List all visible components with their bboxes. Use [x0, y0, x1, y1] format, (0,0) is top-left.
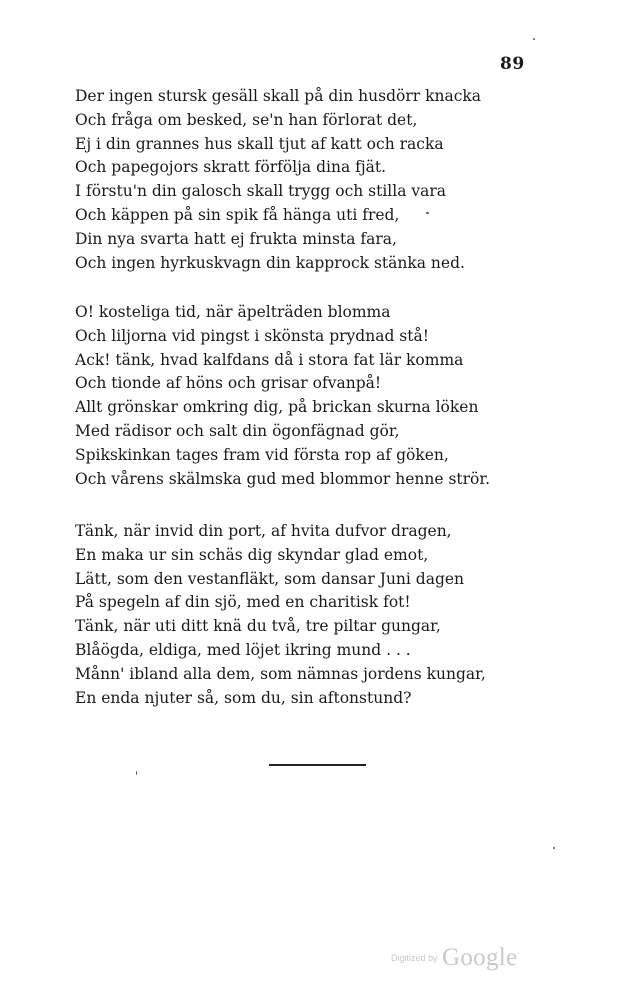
- poem-line: Månn' ibland alla dem, som nämnas jordens kungar,: [75, 664, 486, 683]
- poem-line: Spikskinkan tages fram vid första rop af göken,: [75, 445, 449, 464]
- poem-line: Och papegojors skratt förfölja dina fjät.: [75, 158, 387, 177]
- poem-line: Allt grönskar omkring dig, på brickan skurna löken: [75, 398, 479, 417]
- ink-speck: [426, 212, 429, 214]
- poem-line: Der ingen stursk gesäll skall på din husdörr knacka: [75, 87, 482, 105]
- poem-line: Och käppen på sin spik få hänga uti fred,: [75, 205, 400, 224]
- poem-line: På spegeln af din sjö, med en charitisk fot!: [75, 593, 411, 612]
- poem-line: O! kosteliga tid, när äpelträden blomma: [75, 303, 391, 321]
- poem-line: Lätt, som den vestanfläkt, som dansar Juni dagen: [75, 569, 465, 588]
- ink-speck: [533, 38, 535, 40]
- poem-line: Med rädisor och salt din ögonfägnad gör,: [75, 421, 400, 440]
- poem-line: Och liljorna vid pingst i skönsta prydnad stå!: [75, 326, 429, 345]
- ink-speck: [553, 847, 555, 849]
- poem-line: Och vårens skälmska gud med blommor henne strör.: [75, 469, 491, 488]
- poem-line: En enda njuter så, som du, sin aftonstund?: [75, 688, 412, 707]
- poem-line: Och tionde af höns och grisar ofvanpå!: [75, 374, 382, 393]
- page-number: 89: [500, 54, 525, 74]
- poem-line: En maka ur sin schäs dig skyndar glad emot,: [75, 545, 429, 564]
- poem-line: Ej i din grannes hus skall tjut af katt och racka: [75, 134, 444, 153]
- poem-line: Tänk, när invid din port, af hvita dufvor dragen,: [75, 522, 452, 540]
- poem-line: Tänk, när uti ditt knä du två, tre piltar gungar,: [75, 617, 441, 636]
- poem-line: Ack! tänk, hvad kalfdans då i stora fat lär komma: [75, 350, 464, 369]
- poem-line: Och fråga om besked, se'n han förlorat det,: [75, 110, 418, 129]
- section-divider: [269, 764, 366, 766]
- poem-line: Och ingen hyrkuskvagn din kapprock stänka ned.: [75, 253, 465, 272]
- stanza-2: [75, 301, 490, 491]
- poem-line: Blåögda, eldiga, med löjet ikring mund . . .: [75, 640, 411, 659]
- stanza-1: [75, 85, 481, 275]
- ink-speck: [136, 771, 137, 775]
- poem-line: I förstu'n din galosch skall trygg och stilla vara: [75, 182, 447, 201]
- stanza-3: [75, 520, 486, 710]
- watermark-prefix: Digitized by: [391, 953, 438, 963]
- google-watermark: [391, 944, 517, 972]
- google-logo: Google: [441, 944, 518, 971]
- poem-line: Din nya svarta hatt ej frukta minsta fara,: [75, 229, 397, 248]
